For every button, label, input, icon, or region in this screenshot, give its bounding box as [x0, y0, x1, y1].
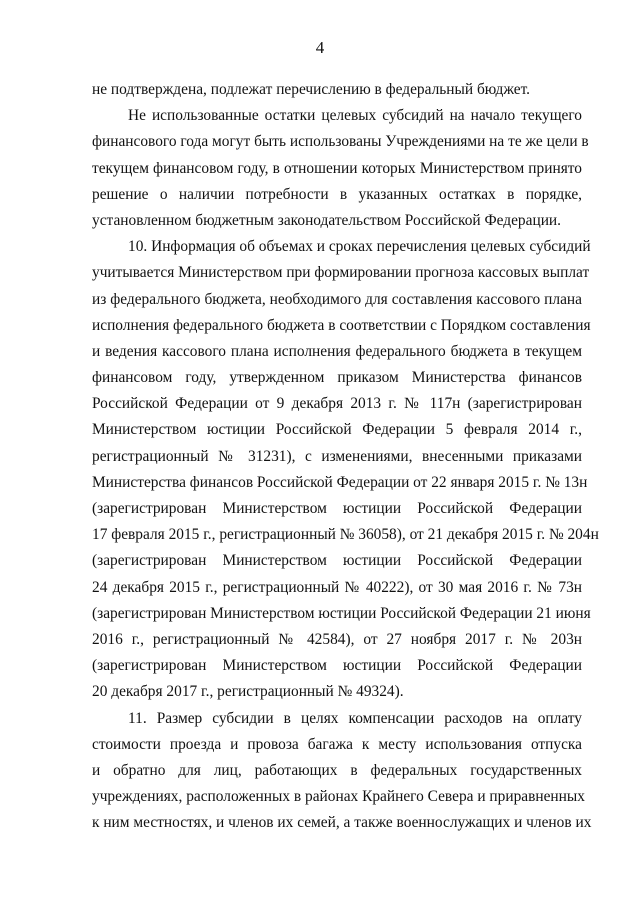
- text-line: к ним местностях, и членов их семей, а также военнослужащих и членов их: [92, 814, 592, 832]
- text-line: 10. Информация об объемах и сроках перечисления целевых субсидий: [128, 238, 591, 256]
- paragraph-item-10: [92, 234, 599, 705]
- text-line: и обратно для лиц, работающих в федеральных государственных: [92, 761, 582, 779]
- text-line: 17 февраля 2015 г., регистрационный № 36058), от 21 декабря 2015 г. № 204н: [92, 526, 599, 544]
- text-line: исполнения федерального бюджета в соответствии с Порядком составления: [92, 316, 591, 334]
- text-line: Министерства финансов Российской Федерации от 22 января 2015 г. № 13н: [92, 473, 588, 491]
- document-body: [92, 77, 599, 836]
- page-number: 4: [315, 38, 325, 57]
- text-line: текущем финансовом году, в отношении которых Министерством принято: [92, 159, 582, 177]
- text-line: решение о наличии потребности в указанных остатках в порядке,: [92, 185, 582, 203]
- paragraph-unused-balances: [92, 103, 589, 234]
- text-line: 20 декабря 2017 г., регистрационный № 49324).: [92, 683, 404, 701]
- text-line: финансового года могут быть использованы Учреждениями на те же цели в: [92, 133, 589, 151]
- text-line: не подтверждена, подлежат перечислению в федеральный бюджет.: [92, 81, 530, 98]
- text-line: (зарегистрирован Министерством юстиции Российской Федерации: [92, 500, 582, 517]
- text-line: Министерством юстиции Российской Федерации 5 февраля 2014 г.,: [92, 421, 582, 439]
- text-line: 11. Размер субсидии в целях компенсации расходов на оплату: [128, 709, 582, 727]
- text-line: (зарегистрирован Министерством юстиции Российской Федерации: [92, 657, 582, 675]
- text-line: учитывается Министерством при формировании прогноза кассовых выплат: [92, 264, 590, 282]
- text-line: 2016 г., регистрационный № 42584), от 27 ноября 2017 г. № 203н: [92, 630, 582, 648]
- text-line: из федерального бюджета, необходимого для составления кассового плана: [92, 290, 582, 308]
- text-line: (зарегистрирован Министерством юстиции Российской Федерации 21 июня: [92, 604, 591, 622]
- text-line: стоимости проезда и провоза багажа к месту использования отпуска: [92, 735, 582, 753]
- text-line: установленном бюджетным законодательством Российской Федерации.: [92, 211, 562, 229]
- text-line: Не использованные остатки целевых субсидий на начало текущего: [128, 107, 582, 125]
- paragraph-continuation: [92, 77, 582, 103]
- text-line: Российской Федерации от 9 декабря 2013 г. № 117н (зарегистрирован: [92, 395, 582, 413]
- text-line: 24 декабря 2015 г., регистрационный № 40222), от 30 мая 2016 г. № 73н: [92, 578, 582, 596]
- text-line: и ведения кассового плана исполнения федерального бюджета в текущем: [92, 342, 582, 360]
- paragraph-item-11: [92, 706, 592, 837]
- text-line: регистрационный № 31231), с изменениями, внесенными приказами: [92, 447, 582, 465]
- text-line: учреждениях, расположенных в районах Крайнего Севера и приравненных: [92, 788, 585, 806]
- text-line: финансовом году, утвержденном приказом Министерства финансов: [92, 369, 582, 387]
- text-line: (зарегистрирован Министерством юстиции Российской Федерации: [92, 552, 582, 570]
